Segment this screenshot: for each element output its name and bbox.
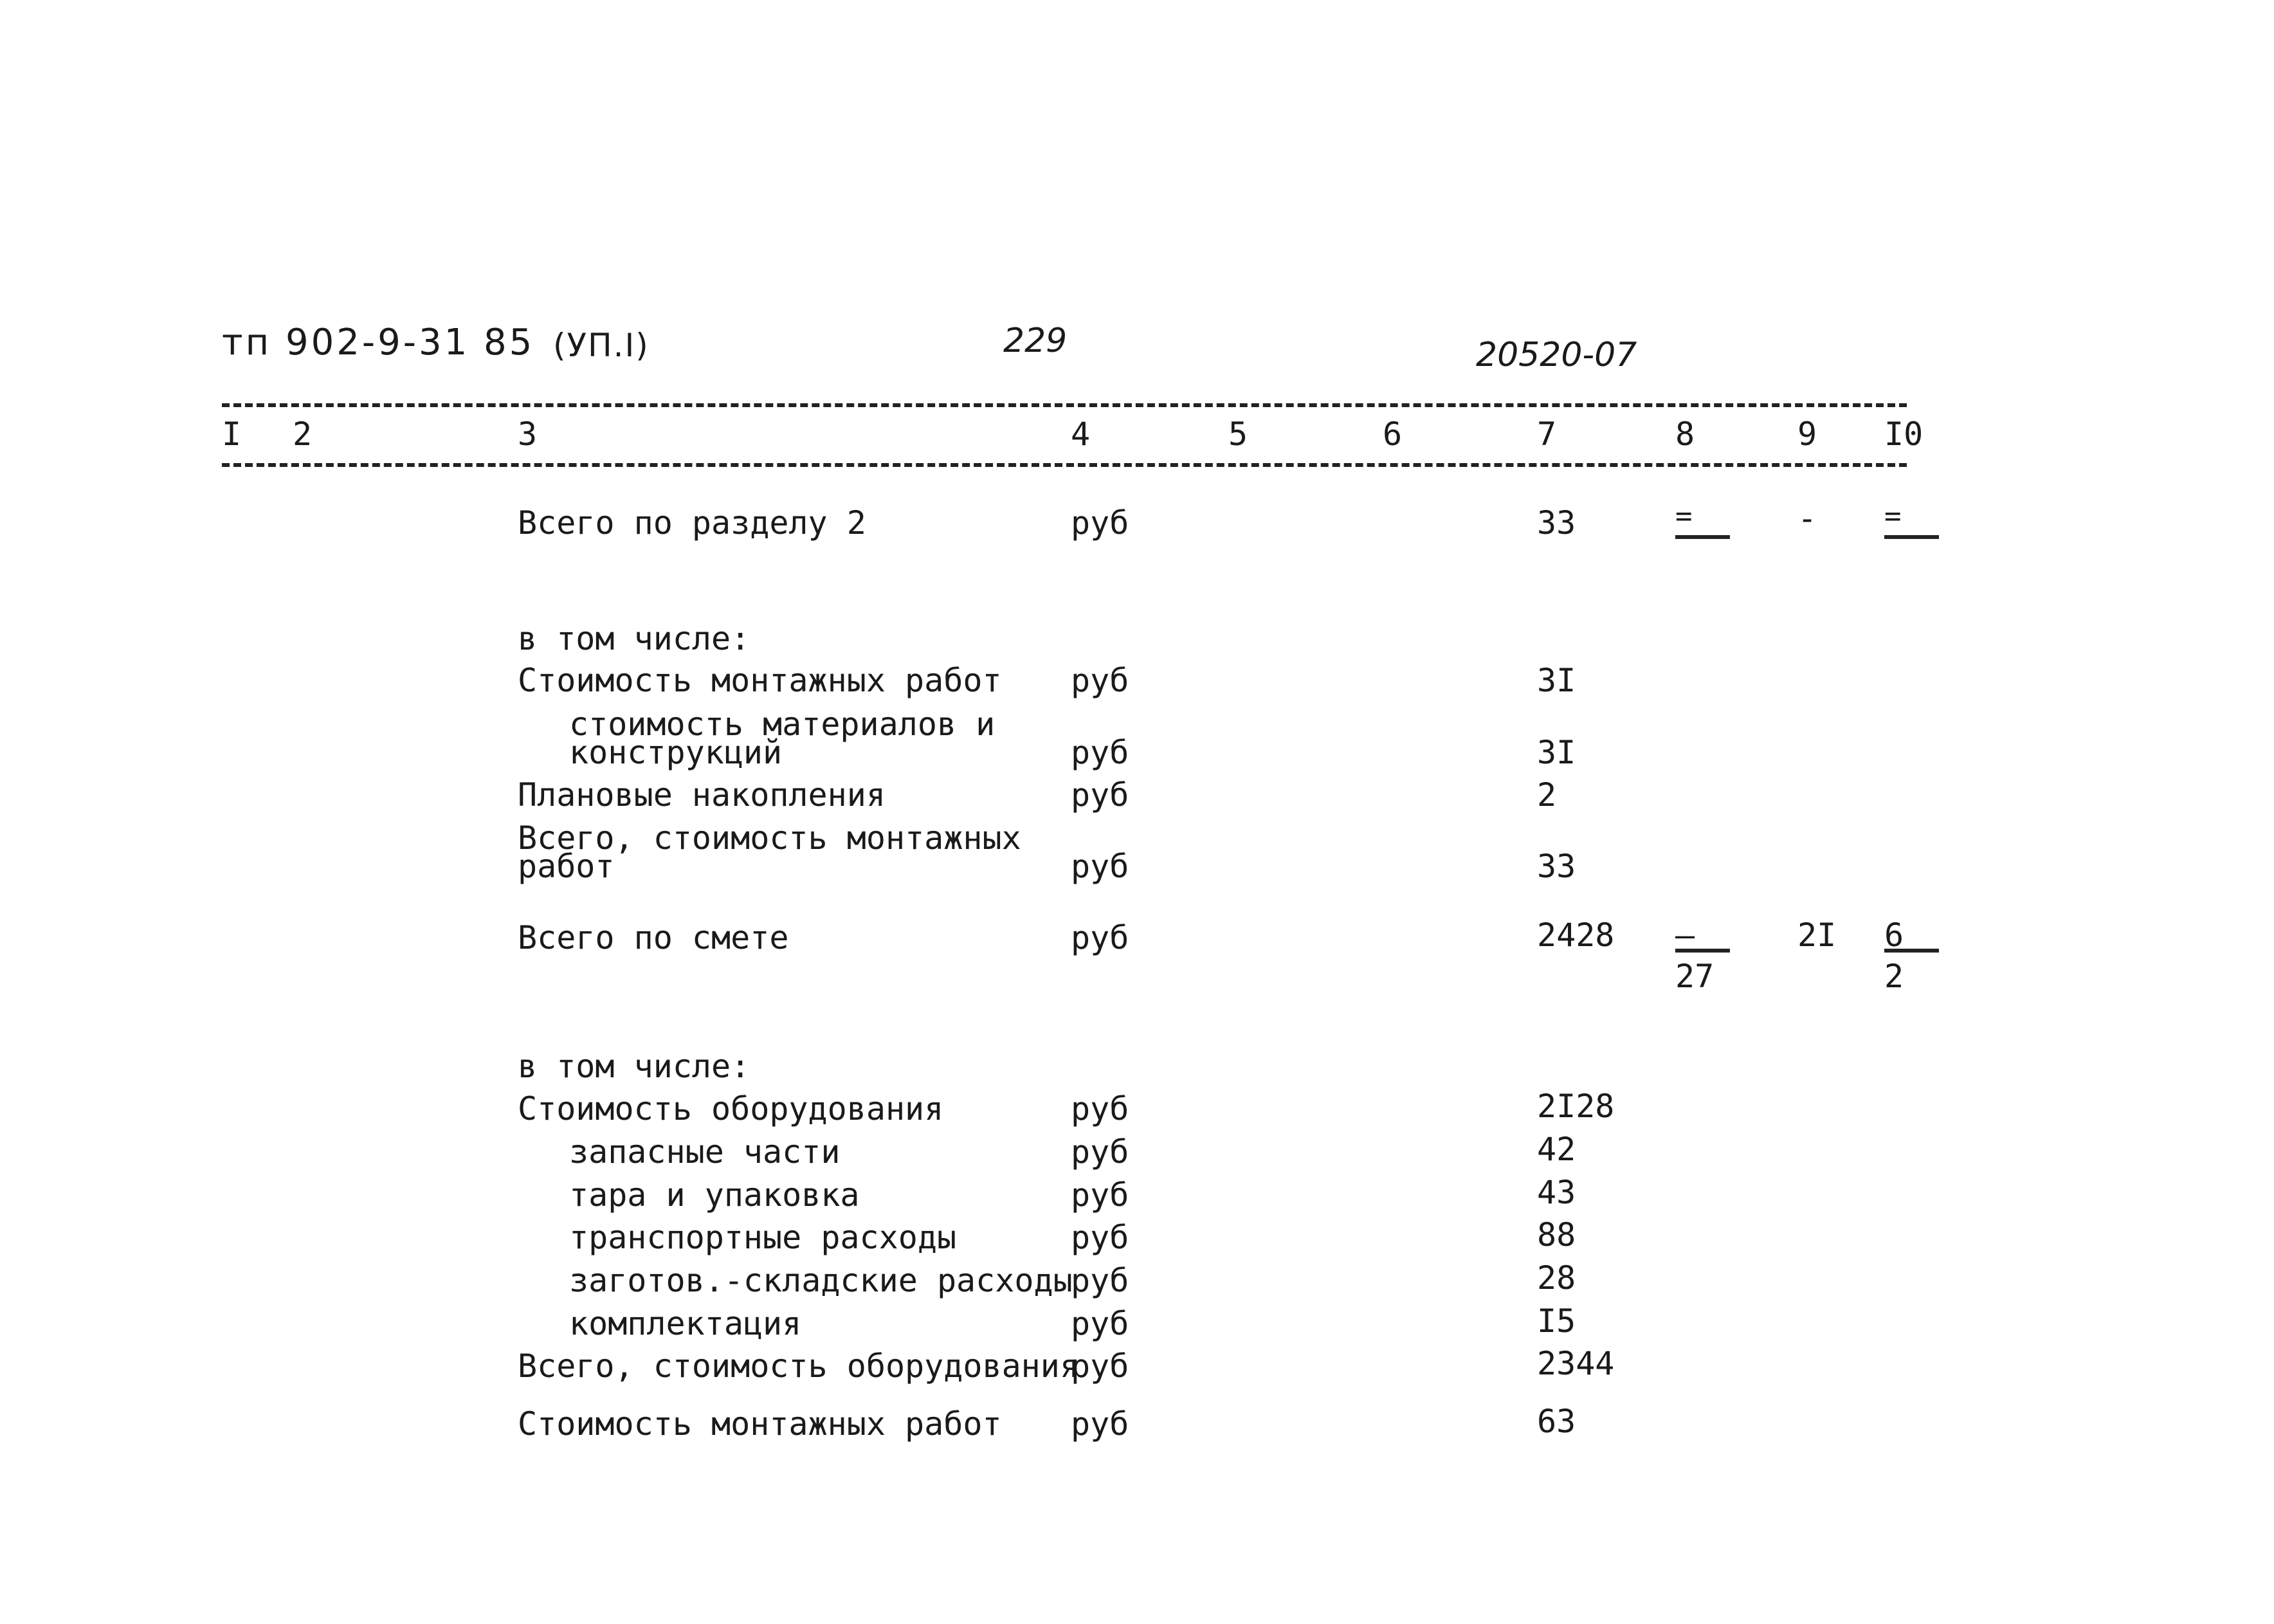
page-number: 229 (1003, 322, 1068, 360)
row-value-col7: I5 (1537, 1302, 1576, 1340)
row-unit: руб (1071, 1176, 1129, 1214)
row-unit: руб (1071, 1347, 1129, 1385)
row-value-col9: 2I (1797, 917, 1837, 954)
row-unit: руб (1071, 919, 1129, 956)
row-value-col7: 43 (1537, 1174, 1576, 1211)
document-number: 20520-07 (1476, 336, 1637, 374)
row-label: тара и упаковка (569, 1176, 860, 1214)
document-part: (УП.I) (553, 327, 650, 364)
row-label-line2: работ (518, 848, 615, 885)
row-value-col7: 2 (1537, 776, 1557, 814)
fraction-col8-top: – (1675, 917, 1695, 954)
row-label: Плановые накопления (518, 776, 886, 814)
fraction-col10-top: 6 (1884, 917, 1904, 954)
row-value-col7: 2I28 (1537, 1088, 1615, 1125)
column-header-7: 7 (1537, 415, 1557, 453)
fraction-bar (1884, 949, 1939, 953)
row-label: Стоимость монтажных работ (518, 662, 1002, 699)
row-unit: руб (1071, 734, 1129, 771)
header-bottom-rule (222, 463, 1907, 467)
column-header-10: I0 (1884, 415, 1924, 453)
row-value-col7: 2428 (1537, 917, 1615, 954)
fraction-bar (1675, 949, 1730, 953)
row-unit: руб (1071, 662, 1129, 699)
row-label: Стоимость оборудования (518, 1090, 944, 1127)
row-label: Всего по смете (518, 919, 789, 956)
row-label: в том числе: (518, 620, 750, 657)
row-label-line1: Всего, стоимость монтажных (518, 819, 1021, 857)
header-top-rule (222, 403, 1907, 407)
row-value-col7: 3I (1537, 734, 1576, 771)
fraction-col10-bottom: 2 (1884, 958, 1904, 995)
column-header-3: 3 (518, 415, 538, 453)
row-unit: руб (1071, 504, 1129, 542)
row-unit: руб (1071, 848, 1129, 885)
row-label: транспортные расходы (569, 1219, 957, 1256)
column-header-9: 9 (1797, 415, 1817, 453)
row-value-col10: = (1884, 500, 1902, 533)
row-label: запасные части (569, 1133, 841, 1171)
column-header-4: 4 (1071, 415, 1091, 453)
row-unit: руб (1071, 1219, 1129, 1256)
row-value-col7: 42 (1537, 1131, 1576, 1168)
row-label: комплектация (569, 1305, 802, 1342)
row-value-col7: 33 (1537, 504, 1576, 542)
row-value-col7: 3I (1537, 662, 1576, 699)
row-unit: руб (1071, 1262, 1129, 1299)
column-header-6: 6 (1383, 415, 1403, 453)
column-header-2: 2 (293, 415, 313, 453)
row-label: Всего, стоимость оборудования (518, 1347, 1079, 1385)
row-value-col7: 63 (1537, 1403, 1576, 1440)
row-unit: руб (1071, 1405, 1129, 1443)
fraction-bar (1884, 535, 1939, 539)
row-unit: руб (1071, 776, 1129, 814)
row-unit: руб (1071, 1090, 1129, 1127)
column-header-8: 8 (1675, 415, 1695, 453)
row-label-line2: конструкций (569, 734, 783, 771)
row-unit: руб (1071, 1305, 1129, 1342)
row-value-col9: - (1797, 500, 1817, 537)
column-header-1: I (222, 415, 242, 453)
row-value-col7: 2344 (1537, 1345, 1615, 1382)
row-value-col7: 28 (1537, 1259, 1576, 1297)
row-label: Всего по разделу 2 (518, 504, 866, 542)
row-label-line1: стоимость материалов и (569, 706, 996, 743)
fraction-col8-bottom: 27 (1675, 958, 1715, 995)
row-label: заготов.-складские расходы (569, 1262, 1073, 1299)
document-code: тп 902-9-31 85 (222, 322, 535, 363)
column-header-5: 5 (1228, 415, 1248, 453)
fraction-bar (1675, 535, 1730, 539)
row-label: Стоимость монтажных работ (518, 1405, 1002, 1443)
row-label: в том числе: (518, 1048, 750, 1085)
row-value-col8: = (1675, 500, 1693, 533)
row-unit: руб (1071, 1133, 1129, 1171)
row-value-col7: 88 (1537, 1216, 1576, 1254)
row-value-col7: 33 (1537, 848, 1576, 885)
